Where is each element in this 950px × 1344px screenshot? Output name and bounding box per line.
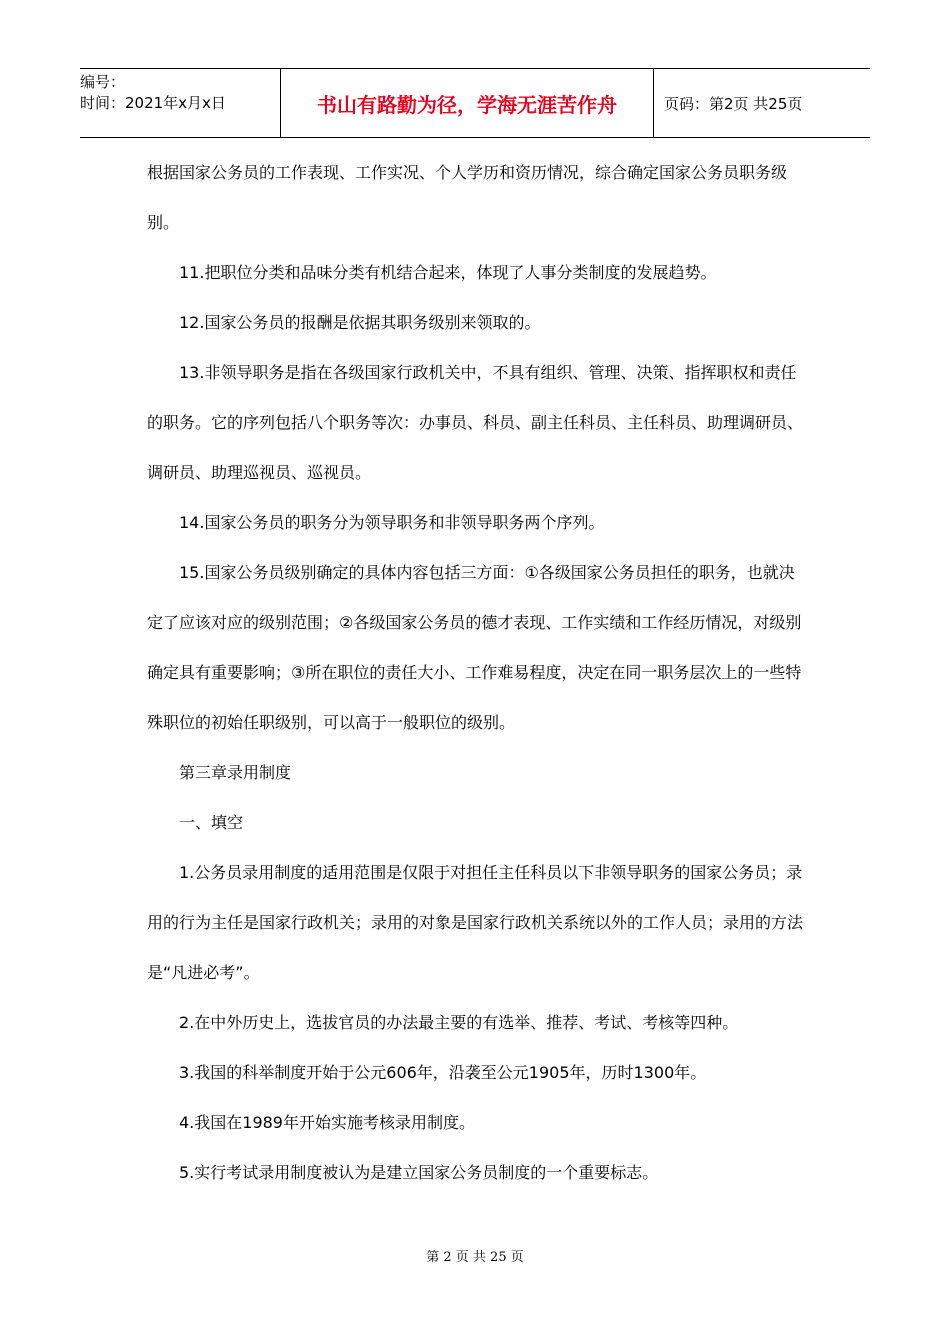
paragraph-8: 1.公务员录用制度的适用范围是仅限于对担任主任科员以下非领导职务的国家公务员；录用的行为主任是国家行政机关；录用的对象是国家行政机关系统以外的工作人员；录用的方法是“凡进必考”。 (147, 863, 804, 982)
header-motto: 书山有路勤为径，学海无涯苦作舟 (280, 69, 654, 137)
paragraph-11: 4.我国在1989年开始实施考核录用制度。 (179, 1113, 475, 1132)
paragraph-1: 11.把职位分类和品味分类有机结合起来，体现了人事分类制度的发展趋势。 (179, 263, 717, 282)
page-footer: 第 2 页 共 25 页 (426, 1250, 524, 1265)
paragraph-3: 13.非领导职务是指在各级国家行政机关中，不具有组织、管理、决策、指挥职权和责任的职务。它的序列包括八个职务等次：办事员、科员、副主任科员、主任科员、助理调研员、调研员、助理巡视员、巡视员。 (147, 363, 804, 482)
paragraph-0: 根据国家公务员的工作表现、工作实况、个人学历和资历情况，综合确定国家公务员职务级别。 (147, 163, 788, 232)
document-body (147, 148, 807, 1198)
chapter-heading: 第三章录用制度 (179, 763, 292, 782)
header-page-label: 页码：第2页 共25页 (664, 94, 803, 113)
paragraph-9: 2.在中外历史上，选拔官员的办法最主要的有选举、推荐、考试、考核等四种。 (179, 1013, 739, 1032)
paragraph-12: 5.实行考试录用制度被认为是建立国家公务员制度的一个重要标志。 (179, 1163, 659, 1182)
header-left (80, 69, 280, 140)
section-heading: 一、填空 (179, 813, 244, 832)
page-header (80, 68, 870, 138)
paragraph-5: 15.国家公务员级别确定的具体内容包括三方面：①各级国家公务员担任的职务，也就决定了应该对应的级别范围；②各级国家公务员的德才表现、工作实绩和工作经历情况，对级别确定具有重要影响；③所在职位的责任大小、工作难易程度，决定在同一职务层次上的一些特殊职位的初始任职级别，可以高于一般职位的级别。 (147, 563, 802, 732)
paragraph-10: 3.我国的科举制度开始于公元606年，沿袭至公元1905年，历时1300年。 (179, 1063, 707, 1082)
time-label: 时间：2021年x月x日 (80, 94, 226, 112)
paragraph-4: 14.国家公务员的职务分为领导职务和非领导职务两个序列。 (179, 513, 605, 532)
paragraph-2: 12.国家公务员的报酬是依据其职务级别来领取的。 (179, 313, 541, 332)
number-label: 编号： (80, 73, 126, 91)
